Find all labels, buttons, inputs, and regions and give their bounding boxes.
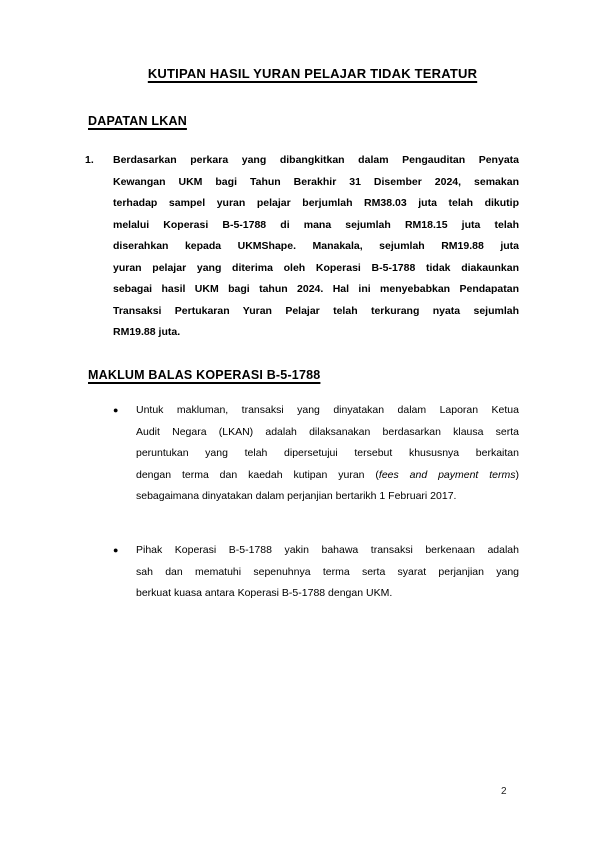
finding-line: RM19.88 juta.	[113, 326, 181, 338]
finding-line: diserahkan kepada UKMShape. Manakala, sejumlah RM19.88 juta	[113, 240, 519, 252]
bullet-icon: ●	[113, 545, 119, 555]
bullet-line: sah dan mematuhi sepenuhnya terma serta syarat perjanjian yang	[136, 565, 519, 578]
heading-dapatan-lkan	[88, 114, 187, 128]
finding-item-number: 1.	[85, 154, 94, 166]
bullet-line: berkuat kuasa antara Koperasi B-5-1788 dengan UKM.	[136, 587, 393, 599]
response-bullet-2	[136, 540, 519, 605]
bullet-line: sebagaimana dinyatakan dalam perjanjian bertarikh 1 Februari 2017.	[136, 490, 457, 502]
bullet-line	[136, 465, 519, 487]
page-number: 2	[501, 786, 507, 797]
bullet-line: Untuk makluman, transaksi yang dinyatakan dalam Laporan Ketua	[136, 404, 519, 416]
response-bullet-1	[136, 400, 519, 508]
finding-line: Berdasarkan perkara yang dibangkitkan dalam Pengauditan Penyata	[113, 154, 519, 166]
finding-line: Transaksi Pertukaran Yuran Pelajar telah terkurang nyata sejumlah	[113, 304, 519, 317]
finding-line: Kewangan UKM bagi Tahun Berakhir 31 Disember 2024, semakan	[113, 175, 519, 188]
finding-line: terhadap sampel yuran pelajar berjumlah RM38.03 juta telah dikutip	[113, 197, 519, 209]
finding-line: sebagai hasil UKM bagi tahun 2024. Hal ini menyebabkan Pendapatan	[113, 283, 519, 295]
heading-maklum-balas	[88, 368, 320, 382]
finding-line: melalui Koperasi B-5-1788 di mana sejumlah RM18.15 juta telah	[113, 218, 519, 231]
heading-dapatan-lkan-text: DAPATAN LKAN	[88, 114, 187, 128]
heading-maklum-balas-text: MAKLUM BALAS KOPERASI B-5-1788	[88, 368, 321, 382]
bullet-icon: ●	[113, 405, 119, 415]
bullet-line: Audit Negara (LKAN) adalah dilaksanakan berdasarkan klausa serta	[136, 425, 519, 438]
bullet-line-post: )	[515, 468, 519, 481]
page-title	[85, 66, 540, 81]
finding-paragraph	[113, 150, 519, 344]
bullet-line-italic-phrase: fees and payment terms	[378, 468, 516, 481]
finding-line: yuran pelajar yang diterima oleh Koperasi B-5-1788 tidak diakaunkan	[113, 261, 519, 274]
bullet-line-pre: dengan terma dan kaedah kutipan yuran (	[136, 468, 379, 481]
bullet-line: Pihak Koperasi B-5-1788 yakin bahawa transaksi berkenaan adalah	[136, 544, 519, 556]
bullet-line: peruntukan yang telah dipersetujui tersebut khususnya berkaitan	[136, 447, 519, 459]
page-title-text: KUTIPAN HASIL YURAN PELAJAR TIDAK TERATUR	[147, 66, 478, 81]
